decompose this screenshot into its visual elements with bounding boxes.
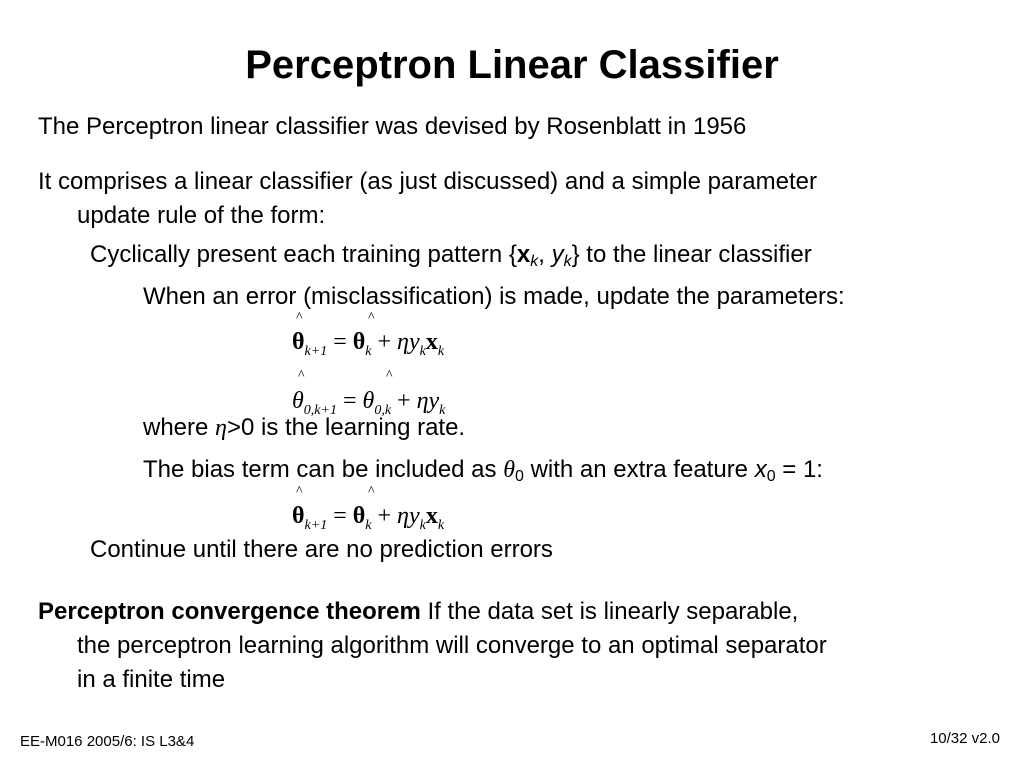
cyclically-suffix: } to the linear classifier <box>571 241 812 268</box>
bias-term-note <box>143 453 823 494</box>
pattern-y-sub: k <box>563 253 572 270</box>
feature-x-sub: 0 <box>766 468 776 485</box>
eq-sub: k <box>365 344 372 359</box>
eq-plus: + <box>371 503 398 529</box>
hat-mark: ^ <box>368 484 375 499</box>
theta-sub: 0 <box>515 468 524 485</box>
hat-mark: ^ <box>298 368 305 383</box>
eq-theta: θ <box>292 388 304 414</box>
eq-y: y <box>408 329 420 355</box>
bullet-comprises-line2: update rule of the form: <box>77 202 326 229</box>
eq-sub: k+1 <box>304 344 328 359</box>
eq-x-bold: x <box>425 503 438 529</box>
eq-eta: η <box>397 329 409 355</box>
subsubbullet-when-error: When an error (misclassification) is made, update the parameters: <box>143 283 845 310</box>
theorem-line2: the perceptron learning algorithm will converge to an optimal separator <box>77 632 827 659</box>
pattern-y: y <box>551 241 564 268</box>
bias-prefix: The bias term can be included as <box>143 456 504 483</box>
subbullet-cyclically <box>90 238 812 279</box>
eq-theta-bold: θ <box>352 503 366 529</box>
pattern-x: x <box>516 241 531 268</box>
hat-mark: ^ <box>386 368 393 383</box>
eq-eta: η <box>397 503 409 529</box>
footer-page-number: 10/32 v2.0 <box>929 730 1000 747</box>
slide-title: Perceptron Linear Classifier <box>245 43 779 87</box>
cyclically-prefix: Cyclically present each training pattern { <box>90 241 517 268</box>
eq-theta-bold: θ <box>292 329 305 355</box>
theorem-heading: Perceptron convergence theorem <box>38 598 421 625</box>
eq-sub: k+1 <box>304 518 328 533</box>
eq-eta: η <box>416 388 429 414</box>
eq-equals: = <box>336 388 363 414</box>
hat-mark: ^ <box>296 310 303 325</box>
feature-x: x <box>754 456 767 483</box>
eq-sub: k <box>419 518 426 533</box>
update-equation-theta <box>292 328 444 366</box>
eq-sub: k <box>365 518 372 533</box>
eq-sub: 0,k+1 <box>303 403 337 418</box>
eq-x-bold: x <box>425 329 438 355</box>
eq-sub: 0,k <box>374 403 392 418</box>
learning-rate-note <box>143 411 465 445</box>
bullet-comprises-line1: It comprises a linear classifier (as just discussed) and a simple parameter <box>38 168 817 195</box>
hat-mark: ^ <box>296 484 303 499</box>
bias-suffix: = 1: <box>775 456 823 483</box>
footer-course: EE-M016 2005/6: IS L3&4 <box>20 733 195 750</box>
eq-sub: k <box>439 403 446 418</box>
eq-plus: + <box>391 388 417 414</box>
eq-y: y <box>408 503 420 529</box>
pattern-x-sub: k <box>530 253 539 270</box>
theorem-text: If the data set is linearly separable, <box>420 598 799 625</box>
hat-mark: ^ <box>368 310 375 325</box>
eq-sub: k <box>437 518 445 533</box>
eq-plus: + <box>371 329 398 355</box>
where-prefix: where <box>143 414 216 441</box>
eq-equals: = <box>327 503 353 529</box>
theorem-line1 <box>38 595 798 629</box>
theorem-line3: in a finite time <box>77 666 226 693</box>
subbullet-continue: Continue until there are no prediction errors <box>90 536 553 563</box>
pattern-comma: , <box>538 241 552 268</box>
bullet-rosenblatt: The Perceptron linear classifier was devised by Rosenblatt in 1956 <box>38 113 747 140</box>
bias-mid: with an extra feature <box>523 456 755 483</box>
eta-symbol: η <box>215 415 227 441</box>
eq-equals: = <box>327 329 353 355</box>
eq-theta-bold: θ <box>292 503 305 529</box>
eq-sub: k <box>437 344 445 359</box>
eq-theta: θ <box>362 388 375 414</box>
eq-theta-bold: θ <box>352 329 366 355</box>
eq-sub: k <box>419 344 426 359</box>
eq-y: y <box>428 388 440 414</box>
where-suffix: >0 is the learning rate. <box>226 414 466 441</box>
theta-symbol: θ <box>503 457 515 483</box>
